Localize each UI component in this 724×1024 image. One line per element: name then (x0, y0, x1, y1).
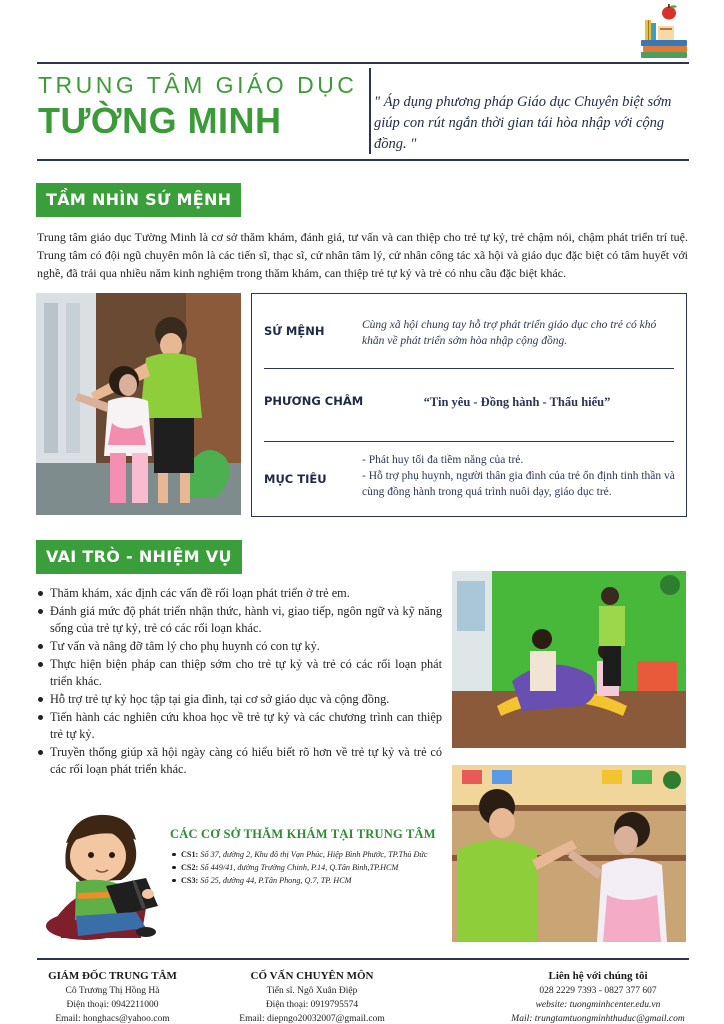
list-item: Tiến hành các nghiên cứu khoa học về trẻ tự kỷ và các chương trình can thiệp trẻ tự kỷ. (50, 710, 442, 741)
intro-paragraph: Trung tâm giáo dục Tường Minh là cơ sở thăm khám, đánh giá, tư vấn và can thiệp cho trẻ tự kỷ, trẻ chậm nói, chậm phát triển trí tuệ. Trung tâm có đội ngũ chuyên môn là các tiến sĩ, thạc sĩ, cử nhân tâm lý, cử nhân công tác xã hội và giáo dục đặc biệt có tâm huyết với nghề, đã trải qua nhiều năm kinh nghiệm trong thăm khám, can thiệp trẻ tự kỷ và trẻ có nhu cầu đặc biệt khác. (37, 230, 688, 280)
motto-label: PHƯƠNG CHÂM (264, 394, 364, 408)
header-bottom-rule (37, 159, 689, 161)
photo-clapping-activity (452, 765, 686, 942)
section-title-vision: TẦM NHÌN SỨ MỆNH (36, 183, 241, 217)
director-name: Cô Trương Thị Hồng Hà (65, 986, 160, 996)
reading-boy-illustration (36, 798, 181, 943)
branch-code: CS1: (181, 850, 199, 859)
list-item (172, 848, 427, 861)
motto-text: “Tin yêu - Đồng hành - Thấu hiểu” (423, 395, 611, 409)
branch-address: Số 37, đường 2, Khu đô thị Vạn Phúc, Hiệp Bình Phước, TP.Thủ Đức (200, 850, 428, 859)
motto-divider (264, 441, 674, 442)
books-apple-icon (636, 4, 692, 62)
list-item (172, 874, 427, 887)
advisor-phone: Điện thoại: 0919795574 (265, 1000, 359, 1010)
header-top-rule (37, 62, 689, 64)
list-item: Thăm khám, xác định các vấn đề rối loạn phát triển ở trẻ em. (50, 585, 442, 602)
list-item: Thực hiện biện pháp can thiệp sớm cho trẻ tự kỷ và trẻ có các rối loạn phát triển khác. (50, 657, 442, 688)
advisor-email: Email: diepngo20032007@gmail.com (239, 1014, 385, 1024)
slogan: " Áp dụng phương pháp Giáo dục Chuyên biệt sớm giúp con rút ngắn thời gian tái hòa nhập với cộng đồng. " (374, 94, 672, 152)
branch-code: CS3: (181, 876, 199, 885)
brand-subtitle: TRUNG TÂM GIÁO DỤC (38, 72, 358, 98)
header-divider (369, 68, 371, 154)
mission-divider (264, 368, 674, 369)
branch-address: Số 449/41, đường Trường Chinh, P.14, Q.Tân Bình,TP.HCM (200, 863, 399, 872)
director-email: Email: honghacs@yahoo.com (55, 1014, 170, 1024)
branches-title: CÁC CƠ SỞ THĂM KHÁM TẠI TRUNG TÂM (170, 827, 436, 841)
goal-label: MỤC TIÊU (264, 472, 327, 486)
section-title-roles: VAI TRÒ - NHIỆM VỤ (36, 540, 242, 574)
brand-name: TƯỜNG MINH (38, 100, 282, 141)
list-item: Hỗ trợ trẻ tự kỷ học tập tại gia đình, tại cơ sở giáo dục và cộng đồng. (50, 691, 442, 708)
advisor-title: CỐ VẤN CHUYÊN MÔN (250, 970, 374, 982)
photo-teacher-walking-child (36, 293, 241, 515)
footer-contact (480, 968, 716, 1024)
mission-text: Cùng xã hội chung tay hỗ trợ phát triển giáo dục cho trẻ có khó khăn về phát triển sớm hòa nhập cộng đồng. (362, 319, 657, 347)
branch-code: CS2: (181, 863, 199, 872)
director-title: GIÁM ĐỐC TRUNG TÂM (48, 970, 177, 982)
list-item (172, 861, 427, 874)
advisor-name: Tiến sĩ. Ngô Xuân Điệp (266, 986, 358, 996)
mission-label: SỨ MỆNH (264, 324, 325, 338)
list-item: Đánh giá mức độ phát triển nhận thức, hành vi, giao tiếp, ngôn ngữ và kỹ năng sống của trẻ tự kỷ, trẻ có các rối loạn khác. (50, 604, 442, 635)
photo-therapy-playroom (452, 571, 686, 748)
list-item: Tư vấn và nâng đỡ tâm lý cho phụ huynh có con tự kỷ. (50, 638, 442, 655)
branches-list (172, 848, 427, 887)
goal-line-1: - Phát huy tối đa tiềm năng của trẻ. (362, 454, 524, 466)
contact-title: Liên hệ với chúng tôi (548, 970, 648, 982)
footer-advisor (222, 968, 402, 1024)
goal-line-2: - Hỗ trợ phụ huynh, người thân gia đình của trẻ ổn định tinh thần và cùng đồng hành trong quá trình nuôi dạy, giáo dục trẻ. (362, 470, 675, 498)
footer-rule (37, 958, 689, 960)
director-phone: Điện thoại: 0942211000 (66, 1000, 159, 1010)
roles-list (50, 585, 442, 779)
contact-mail-link[interactable]: Mail: trungtamtuongminhthuduc@gmail.com (511, 1014, 685, 1024)
mission-info-box (251, 293, 687, 517)
contact-website-link[interactable]: website: tuongminhcenter.edu.vn (535, 1000, 661, 1010)
contact-phone: 028 2229 7393 - 0827 377 607 (539, 986, 657, 996)
branch-address: Số 25, đường 44, P.Tân Phong, Q.7, TP. HCM (200, 876, 352, 885)
list-item: Truyền thống giúp xã hội ngày càng có hiểu biết rõ hơn về trẻ tự kỷ và trẻ có các rối loạn phát triển khác. (50, 745, 442, 776)
footer-director (20, 968, 205, 1024)
